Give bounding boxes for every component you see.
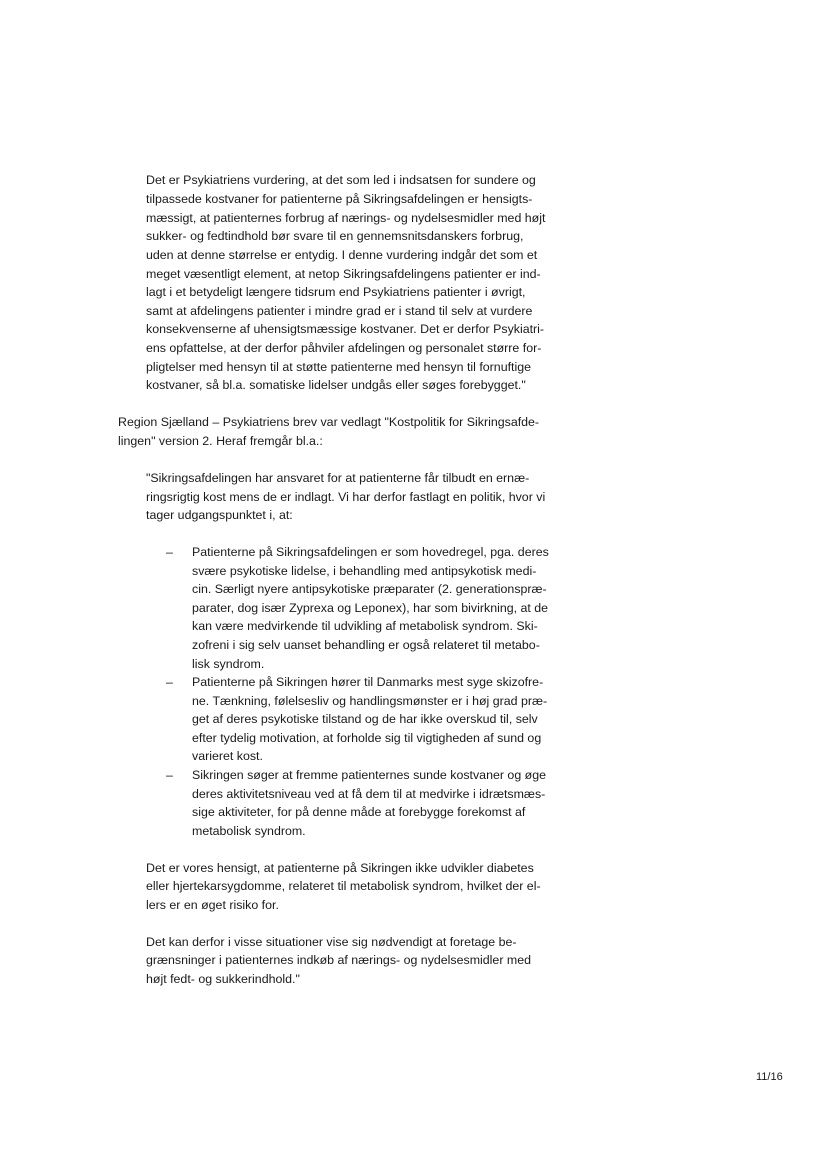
text-line: lagt i et betydeligt længere tidsrum end Psykiatriens patienter i øvrigt,: [146, 285, 526, 299]
text-line: meget væsentligt element, at netop Sikringsafdelingens patienter er ind-: [146, 267, 541, 281]
bullet-dash: –: [166, 675, 173, 689]
text-line: Det er Psykiatriens vurdering, at det som led i indsatsen for sundere og: [146, 173, 536, 187]
text-line: Det kan derfor i visse situationer vise sig nødvendigt at foretage be-: [146, 935, 517, 949]
text-line: sukker- og fedtindhold bør svare til en gennemsnitsdanskers forbrug,: [146, 229, 524, 243]
text-line: ne. Tænkning, følelsesliv og handlingsmønster er i høj grad præ-: [192, 694, 548, 708]
text-line: kostvaner, så bl.a. somatiske lidelser undgås eller søges forebygget.": [146, 378, 526, 392]
text-line: get af deres psykotiske tilstand og de har ikke overskud til, selv: [192, 712, 538, 726]
text-line: tilpassede kostvaner for patienterne på Sikringsafdelingen er hensigts-: [146, 192, 533, 206]
text-line: Region Sjælland – Psykiatriens brev var vedlagt "Kostpolitik for Sikringsafde-: [118, 415, 540, 429]
text-line: uden at denne størrelse er entydig. I denne vurdering indgår det som et: [146, 248, 538, 262]
text-line: grænsninger i patienternes indkøb af nærings- og nydelsesmidler med: [146, 953, 531, 967]
text-line: zofreni i sig selv uanset behandling er også relateret til metabo-: [192, 638, 540, 652]
text-line: Patienterne på Sikringen hører til Danmarks mest syge skizofre-: [192, 675, 544, 689]
text-line: metabolisk syndrom.: [192, 824, 306, 838]
text-line: Patienterne på Sikringsafdelingen er som hovedregel, pga. deres: [192, 545, 549, 559]
text-line: højt fedt- og sukkerindhold.": [146, 972, 300, 986]
text-line: ringsrigtig kost mens de er indlagt. Vi har derfor fastlagt en politik, hvor vi: [146, 490, 546, 504]
text-line: efter tydelig motivation, at forholde sig til vigtigheden af sund og: [192, 731, 542, 745]
text-line: "Sikringsafdelingen har ansvaret for at patienterne får tilbudt en ernæ-: [146, 471, 530, 485]
text-line: deres aktivitetsniveau ved at få dem til at medvirke i idrætsmæs-: [192, 787, 546, 801]
page-number: 11/16: [756, 1071, 783, 1083]
text-line: konsekvenserne af uhensigtsmæssige kostvaner. Det er derfor Psykiatri-: [146, 322, 545, 336]
text-line: mæssigt, at patienternes forbrug af nærings- og nydelsesmidler med højt: [146, 211, 546, 225]
text-line: tager udgangspunktet i, at:: [146, 508, 293, 522]
bullet-dash: –: [166, 768, 173, 782]
text-line: lers er en øget risiko for.: [146, 898, 279, 912]
text-line: Det er vores hensigt, at patienterne på Sikringen ikke udvikler diabetes: [146, 861, 534, 875]
text-line: cin. Særligt nyere antipsykotiske præparater (2. generationspræ-: [192, 582, 547, 596]
text-line: samt at afdelingens patienter i mindre grad er i stand til selv at vurdere: [146, 304, 533, 318]
text-line: lisk syndrom.: [192, 657, 265, 671]
text-line: varieret kost.: [192, 749, 263, 763]
bullet-dash: –: [166, 545, 173, 559]
text-line: sige aktiviteter, for på denne måde at forebygge forekomst af: [192, 805, 526, 819]
text-line: kan være medvirkende til udvikling af metabolisk syndrom. Ski-: [192, 619, 538, 633]
text-line: Sikringen søger at fremme patienternes sunde kostvaner og øge: [192, 768, 547, 782]
text-line: parater, dog især Zyprexa og Leponex), har som bivirkning, at de: [192, 601, 549, 615]
text-line: lingen" version 2. Heraf fremgår bl.a.:: [118, 434, 323, 448]
text-line: pligtelser med hensyn til at støtte patienterne med hensyn til fornuftige: [146, 360, 532, 374]
text-line: svære psykotiske lidelse, i behandling med antipsykotisk medi-: [192, 564, 537, 578]
text-line: ens opfattelse, at der derfor påhviler afdelingen og personalet større for-: [146, 341, 542, 355]
text-line: eller hjertekarsygdomme, relateret til metabolisk syndrom, hvilket der el-: [146, 879, 541, 893]
